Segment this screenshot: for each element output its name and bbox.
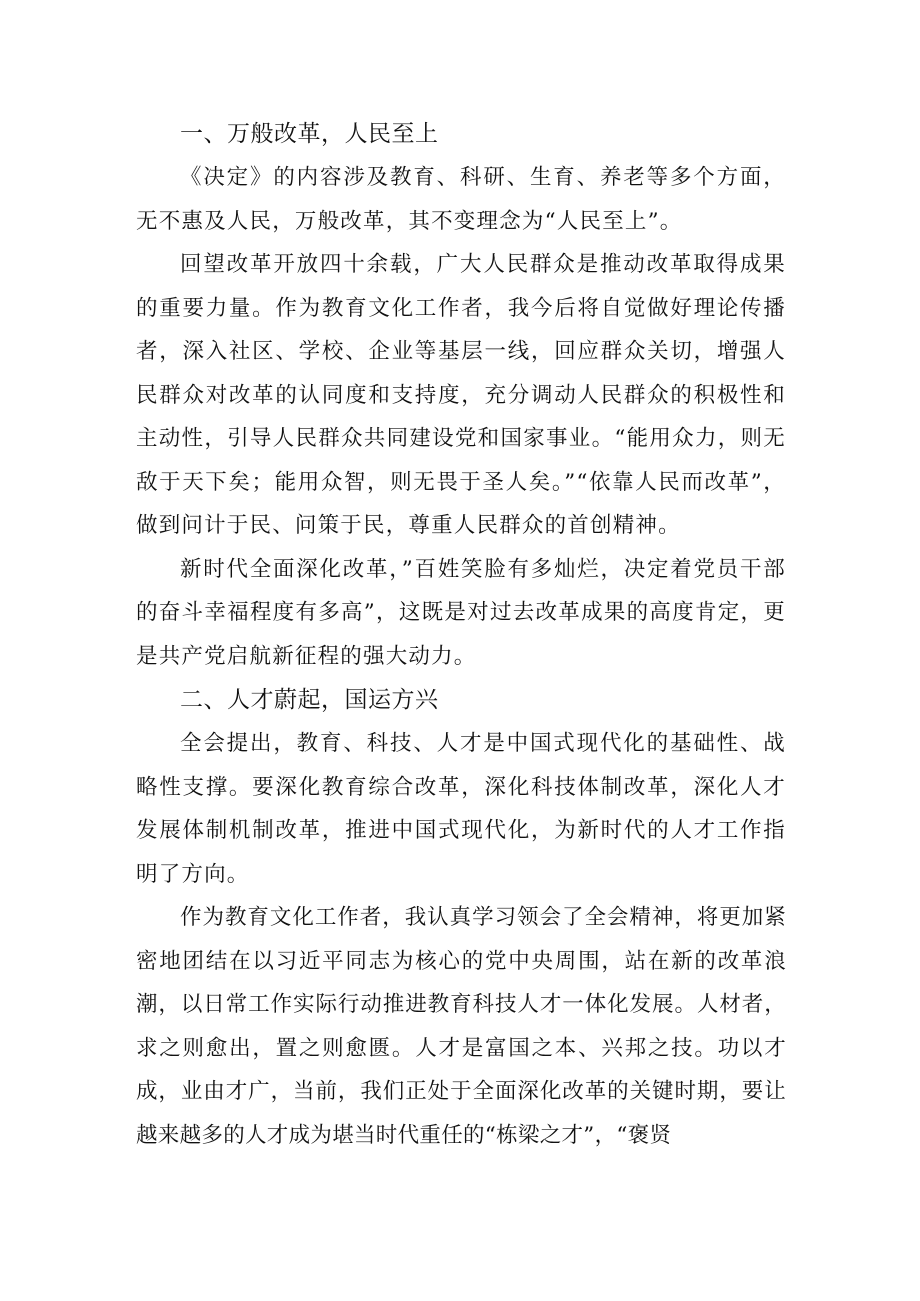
section-1-paragraph-3: 新时代全面深化改革，”百姓笑脸有多灿烂，决定着党员干部的奋斗幸福程度有多高”，这既是对过去改革成果的高度肯定，更是共产党启航新征程的强大动力。 <box>136 556 786 669</box>
section-1-heading: 一、万般改革，人民至上 <box>180 121 439 147</box>
section-2-paragraph-1: 全会提出，教育、科技、人才是中国式现代化的基础性、战略性支撑。要深化教育综合改革，深化科技体制改革，深化人才发展体制机制改革，推进中国式现代化，为新时代的人才工作指明了方向。 <box>136 731 786 887</box>
section-1-paragraph-2: 回望改革开放四十余载，广大人民群众是推动改革取得成果的重要力量。作为教育文化工作者，我今后将自觉做好理论传播者，深入社区、学校、企业等基层一线，回应群众关切，增强人民群众对改革的认同度和支持度，充分调动人民群众的积极性和主动性，引导人民群众共同建设党和国家事业。“能用众力，则无敌于天下矣；能用众智，则无畏于圣人矣。”“依靠人民而改革”，做到问计于民、问策于民，尊重人民群众的首创精神。 <box>136 252 786 538</box>
section-2-heading: 二、人才蔚起，国运方兴 <box>180 687 439 713</box>
document-body <box>136 112 786 1157</box>
section-2-paragraph-2: 作为教育文化工作者，我认真学习领会了全会精神，将更加紧密地团结在以习近平同志为核心的党中央周围，站在新的改革浪潮，以日常工作实际行动推进教育科技人才一体化发展。人材者，求之则愈出，置之则愈匮。人才是富国之本、兴邦之技。功以才成，业由才广，当前，我们正处于全面深化改革的关键时期，要让越来越多的人才成为堪当时代重任的“栋梁之才”，“褒贤 <box>136 905 786 1148</box>
section-1-paragraph-1: 《决定》的内容涉及教育、科研、生育、养老等多个方面，无不惠及人民，万般改革，其不变理念为“人民至上”。 <box>136 165 786 234</box>
